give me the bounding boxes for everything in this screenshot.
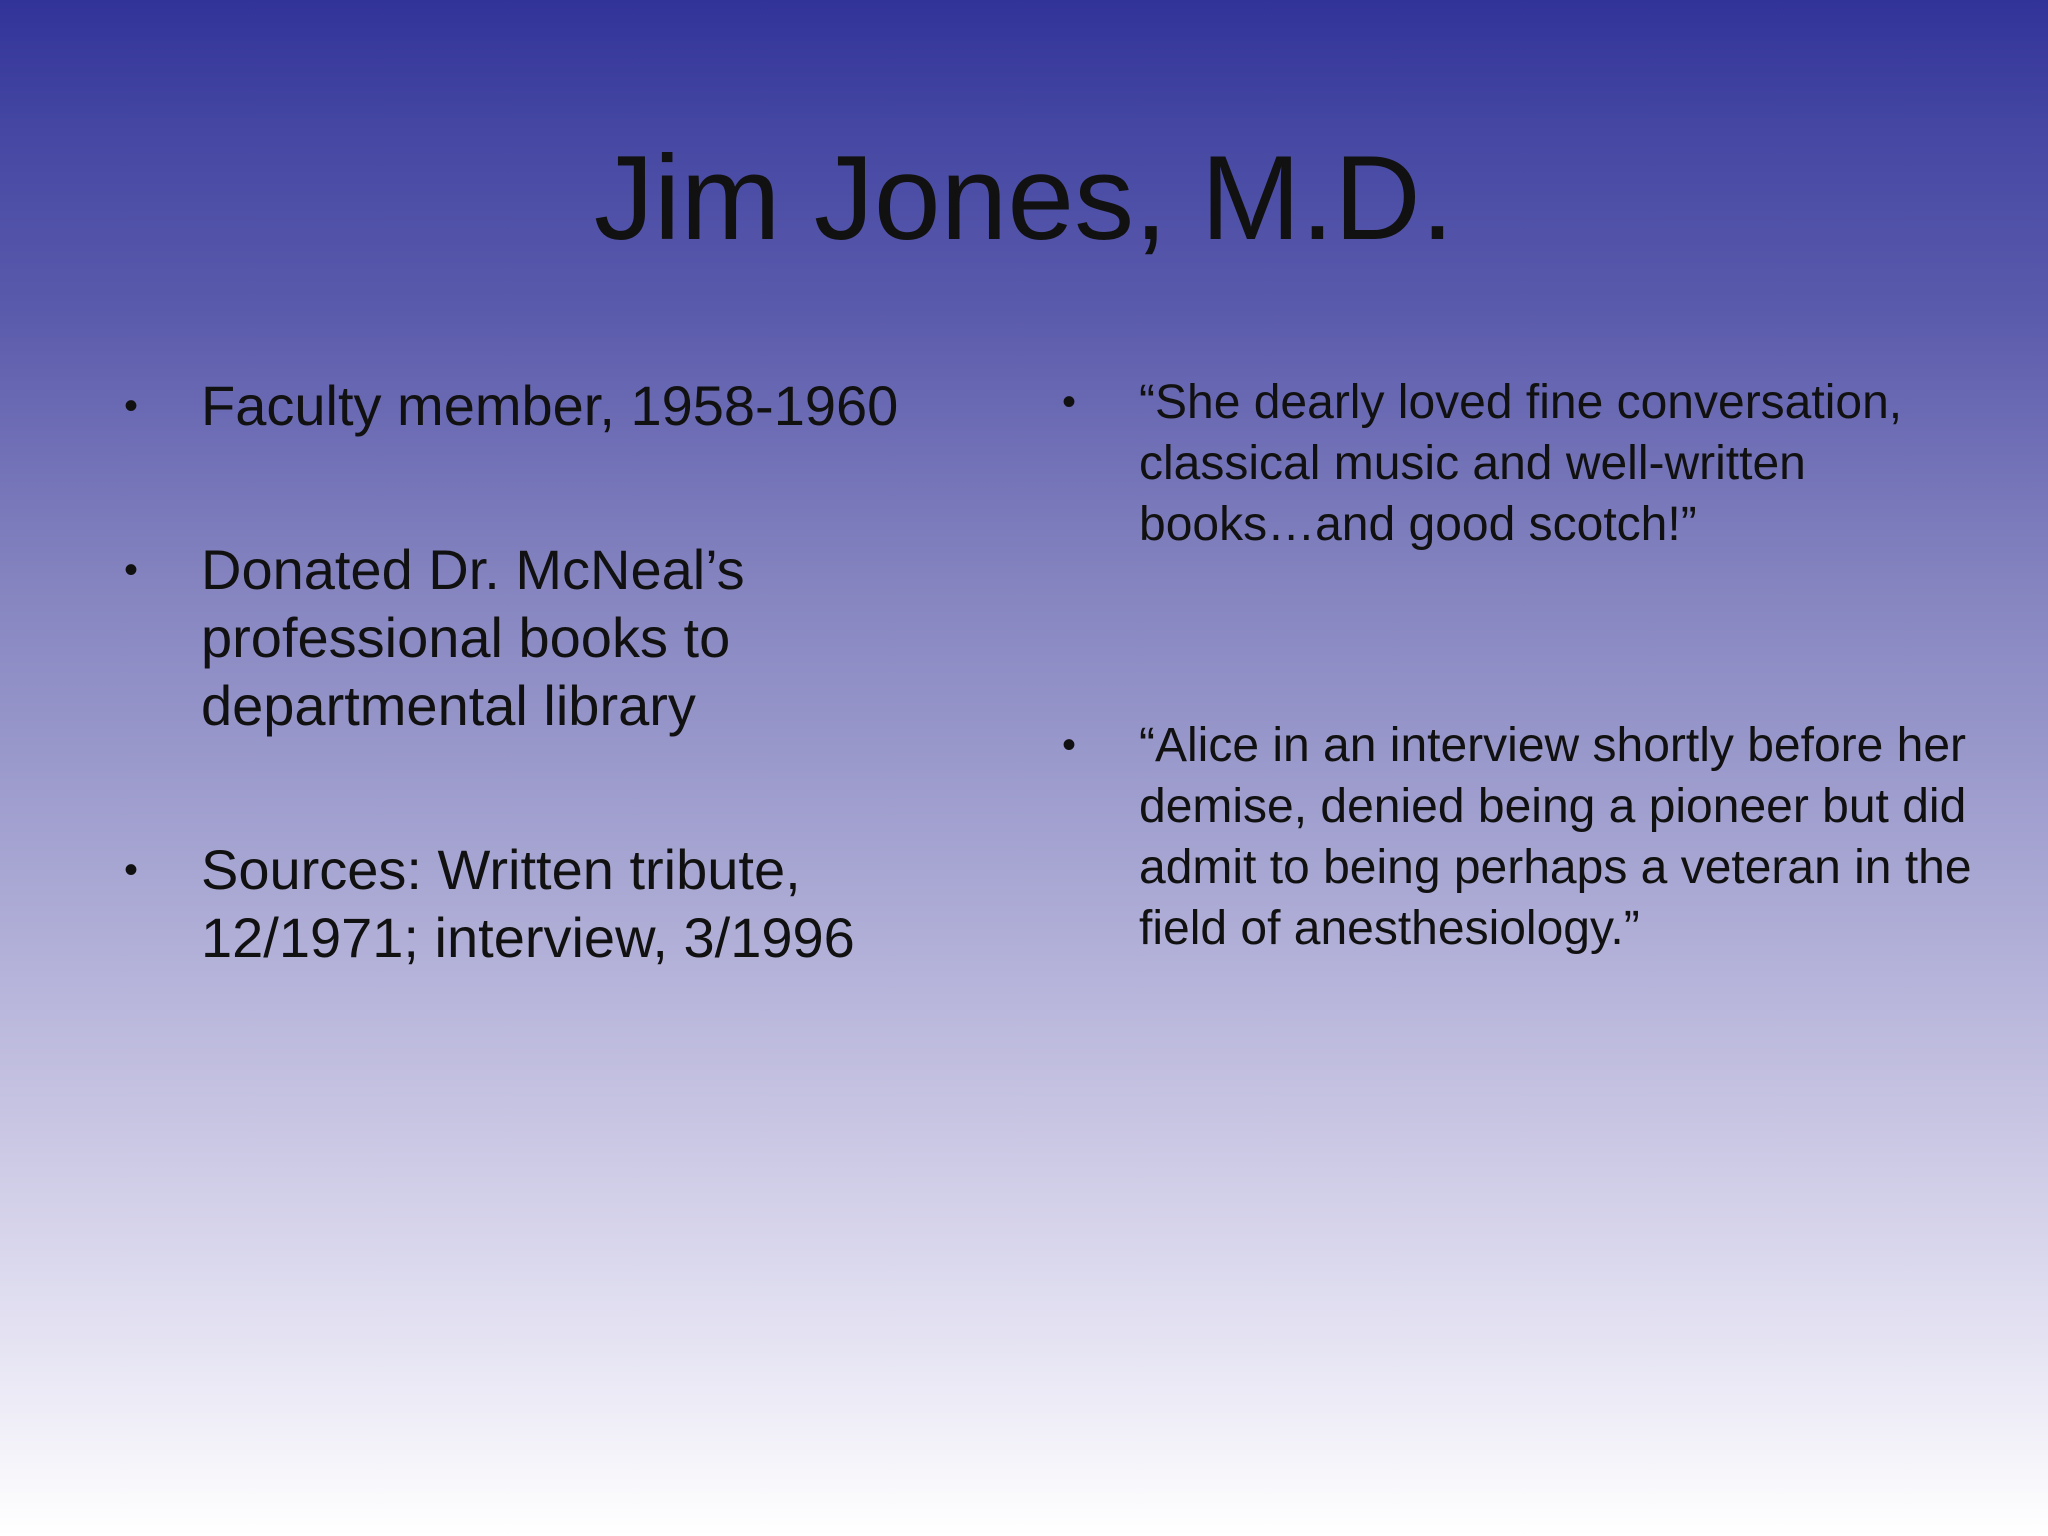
bullet-item-quote-2 — [1062, 715, 1982, 959]
bullet-item-donated — [124, 536, 984, 740]
quote-text: “Alice in an interview shortly before her demise, denied being a pioneer but did admit to being perhaps a veteran in the field of anesthesiology.” — [1139, 719, 1972, 955]
slide-title: Jim Jones, M.D. — [593, 131, 1455, 265]
bullet-text: Donated Dr. McNeal’s professional books to departmental library — [201, 538, 745, 737]
bullet-icon: • — [1062, 723, 1077, 767]
left-bullet-list — [124, 372, 984, 972]
bullet-icon: • — [124, 384, 139, 428]
bullet-icon: • — [124, 548, 139, 592]
bullet-item-quote-1 — [1062, 372, 1982, 555]
bullet-text: Faculty member, 1958-1960 — [201, 374, 899, 437]
bullet-item-sources — [124, 836, 984, 972]
right-bullet-list — [1062, 372, 1982, 959]
bullet-icon: • — [124, 848, 139, 892]
bullet-item-faculty — [124, 372, 984, 440]
bullet-icon: • — [1062, 380, 1077, 424]
quote-text: “She dearly loved fine conversation, classical music and well-written books…and good scotch!” — [1139, 376, 1903, 551]
bullet-text: Sources: Written tribute, 12/1971; interview, 3/1996 — [201, 838, 855, 969]
